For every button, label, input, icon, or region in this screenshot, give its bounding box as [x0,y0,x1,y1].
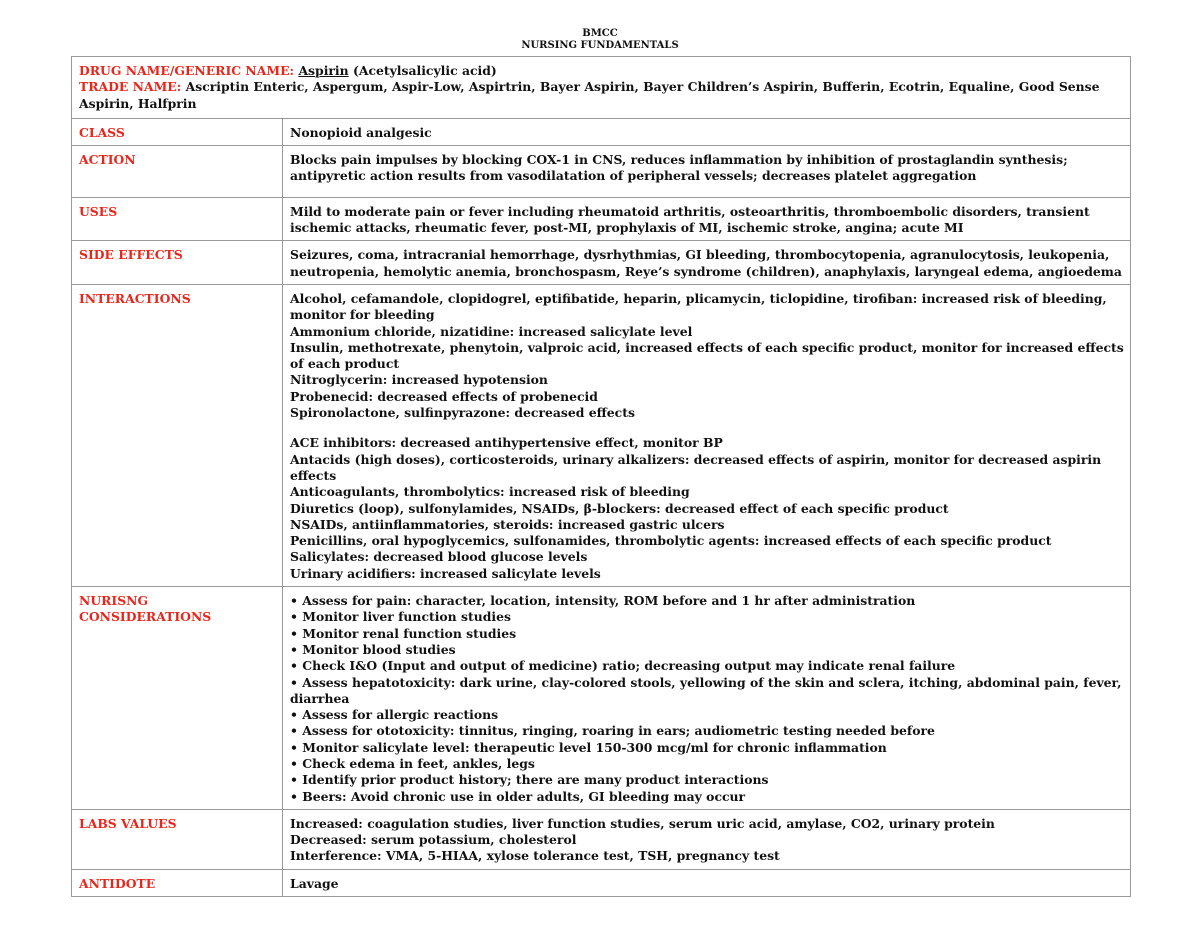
class-label: CLASS [72,118,283,145]
interaction-line: Insulin, methotrexate, phenytoin, valproic acid, increased effects of each specific product, monitor for increased effects of each product [290,339,1124,372]
side-effects-label: SIDE EFFECTS [72,241,283,285]
generic-name-label: DRUG NAME/GENERIC NAME: [79,63,295,78]
nursing-item: • Assess hepatotoxicity: dark urine, clay-colored stools, yellowing of the skin and sclera, itching, abdominal pain, fever, diarrhea [290,674,1122,706]
nursing-row [72,587,1131,810]
interaction-line: Diuretics (loop), sulfonylamides, NSAIDs, β-blockers: decreased effect of each specific product [290,500,949,516]
action-row [72,146,1131,198]
antidote-value: Lavage [283,869,1131,896]
side-effects-value: Seizures, coma, intracranial hemorrhage, dysrhythmias, GI bleeding, thrombocytopenia, agranulocytosis, leukopenia, neutropenia, hemolytic anemia, bronchospasm, Reye’s syndrome (children), anaphylaxis, laryngeal edema, angioedema [283,241,1131,285]
action-label: ACTION [72,146,283,198]
nursing-item: • Assess for allergic reactions [290,707,499,723]
trade-names: Ascriptin Enteric, Aspergum, Aspir-Low, Aspirtrin, Bayer Aspirin, Bayer Children’s Aspirin, Bufferin, Ecotrin, Equaline, Good Sense Aspirin, Halfprin [79,79,1100,111]
interaction-line: Spironolactone, sulfinpyrazone: decreased effects [290,405,635,421]
interaction-line: Ammonium chloride, nizatidine: increased salicylate level [290,323,693,339]
nursing-item: • Monitor salicylate level: therapeutic level 150-300 mcg/ml for chronic inflammation [290,739,887,755]
trade-name-label: TRADE NAME: [79,79,182,95]
nursing-item: • Monitor renal function studies [290,625,517,641]
interactions-label: INTERACTIONS [72,284,283,586]
labs-line: Interference: VMA, 5-HIAA, xylose tolerance test, TSH, pregnancy test [290,848,780,864]
nursing-label-line1: NURISNG [79,593,149,609]
generic-name-extra: (Acetylsalicylic acid) [348,63,497,78]
nursing-item: • Check edema in feet, ankles, legs [290,755,535,771]
drug-name-cell [72,57,1131,119]
interactions-row [72,284,1131,586]
interaction-line: Alcohol, cefamandole, clopidogrel, eptifibatide, heparin, plicamycin, ticlopidine, tirofiban: increased risk of bleeding, monitor for bleeding [290,290,1107,323]
interaction-line: Penicillins, oral hypoglycemics, sulfonamides, thrombolytic agents: increased effects of each specific product [290,533,1052,549]
nursing-item: • Beers: Avoid chronic use in older adults, GI bleeding may occur [290,788,746,804]
labs-line: Decreased: serum potassium, cholesterol [290,832,577,848]
nursing-label [72,587,283,810]
nursing-item: • Assess for ototoxicity: tinnitus, ringing, roaring in ears; audiometric testing needed before [290,723,935,739]
interaction-line: Nitroglycerin: increased hypotension [290,372,548,388]
uses-label: USES [72,197,283,241]
labs-row [72,809,1131,869]
generic-name: Aspirin [298,63,349,78]
nursing-item: • Assess for pain: character, location, intensity, ROM before and 1 hr after administration [290,593,916,609]
drug-name-row [72,57,1131,119]
header-course: NURSING FUNDAMENTALS [521,40,679,51]
document-header [0,28,1200,52]
interaction-line: Urinary acidifiers: increased salicylate levels [290,565,601,581]
nursing-item: • Check I&O (Input and output of medicine) ratio; decreasing output may indicate renal failure [290,658,956,674]
interaction-line: ACE inhibitors: decreased antihypertensive effect, monitor BP [290,435,723,451]
nursing-label-line2: CONSIDERATIONS [79,609,212,625]
interaction-line: Antacids (high doses), corticosteroids, urinary alkalizers: decreased effects of aspirin, monitor for decreased aspirin effects [290,451,1102,483]
interaction-line: Probenecid: decreased effects of probenecid [290,388,598,404]
antidote-label: ANTIDOTE [72,869,283,896]
interaction-line: Anticoagulants, thrombolytics: increased risk of bleeding [290,484,690,500]
nursing-item: • Monitor liver function studies [290,609,511,625]
nursing-value [283,587,1131,810]
class-value: Nonopioid analgesic [283,118,1131,145]
antidote-row [72,869,1131,896]
drug-card-table [71,56,1131,897]
nursing-item: • Monitor blood studies [290,641,456,657]
interaction-spacer [290,421,1124,435]
uses-value: Mild to moderate pain or fever including rheumatoid arthritis, osteoarthritis, thromboembolic disorders, transient ischemic attacks, rheumatic fever, post-MI, prophylaxis of MI, ischemic stroke, angina; acute MI [283,197,1131,241]
interaction-line: Salicylates: decreased blood glucose levels [290,549,588,565]
labs-label: LABS VALUES [72,809,283,869]
header-school: BMCC [582,28,618,39]
labs-value [283,809,1131,869]
nursing-item: • Identify prior product history; there are many product interactions [290,772,769,788]
side-effects-row [72,241,1131,285]
interaction-line: NSAIDs, antiinflammatories, steroids: increased gastric ulcers [290,516,725,532]
action-value: Blocks pain impulses by blocking COX-1 in CNS, reduces inflammation by inhibition of prostaglandin synthesis; antipyretic action results from vasodilatation of peripheral vessels; decreases platelet aggregation [283,146,1131,198]
interactions-value [283,284,1131,586]
class-row [72,118,1131,145]
uses-row [72,197,1131,241]
labs-line: Increased: coagulation studies, liver function studies, serum uric acid, amylase, CO2, urinary protein [290,815,995,831]
